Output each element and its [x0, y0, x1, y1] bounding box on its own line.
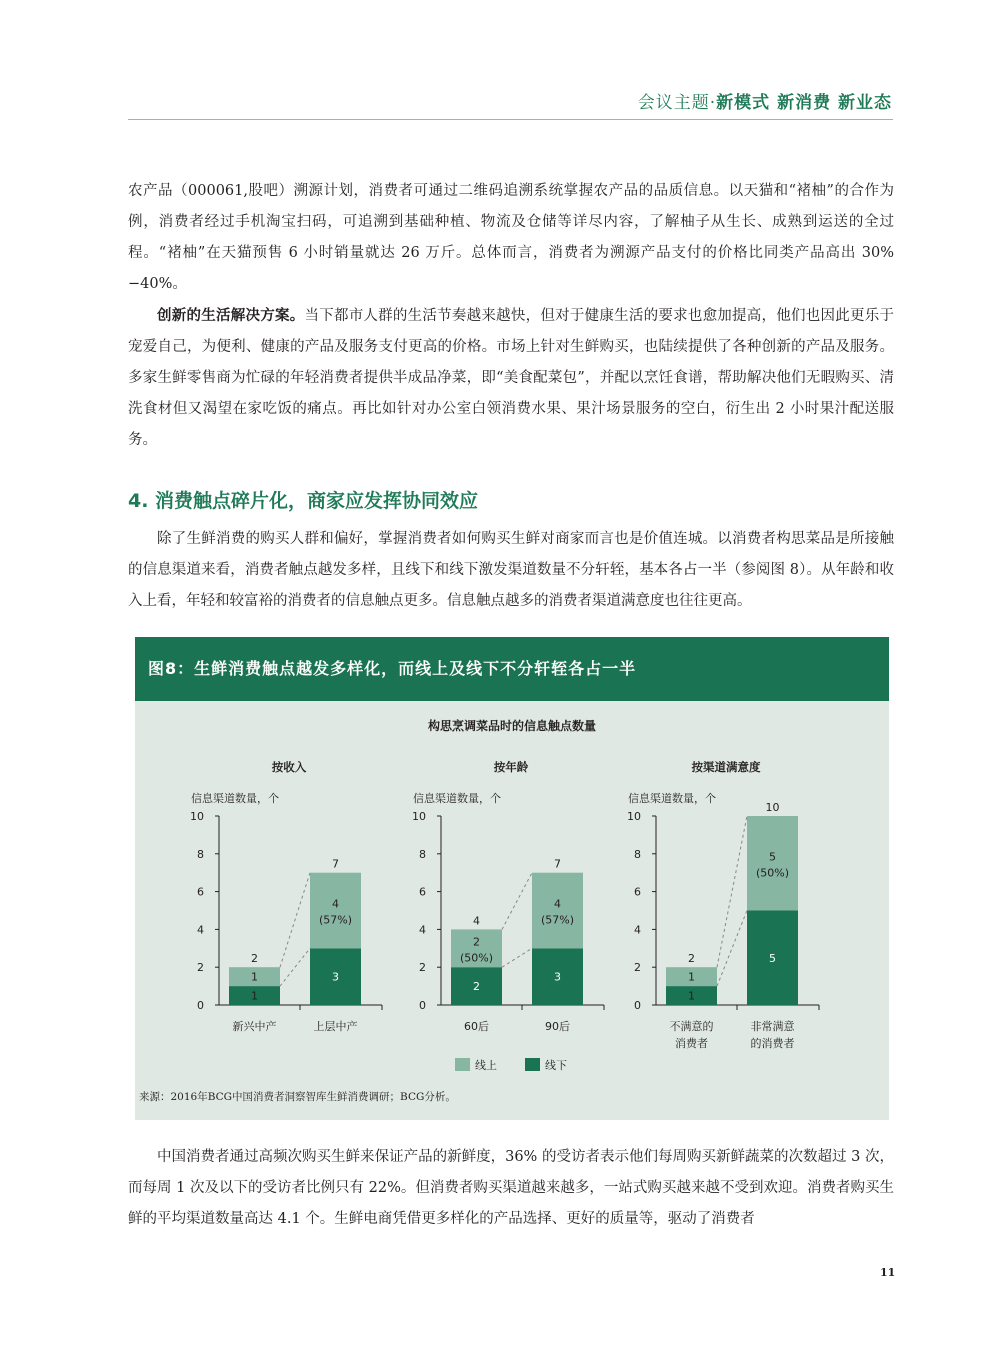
legend-label-offline: 线下	[545, 1059, 567, 1072]
header-divider	[128, 119, 893, 120]
y-tick-label: 10	[627, 810, 641, 823]
paragraph-touchpoints: 除了生鲜消费的购买人群和偏好，掌握消费者如何购买生鲜对商家而言也是价值连城。以消费者构思菜品是所接触的信息渠道来看，消费者触点越发多样，且线下和线下激发渠道数量不分轩轾，基本各占一半（参阅图 8）。从年龄和收入上看，年轻和较富裕的消费者的信息触点更多。信息触点越多的消费者渠道满意度也往往更高。	[128, 531, 894, 609]
data-label-online-share: (57%)	[540, 913, 575, 927]
y-tick-label: 2	[419, 961, 426, 975]
y-tick-label: 2	[197, 961, 204, 975]
y-tick-label: 0	[634, 999, 641, 1012]
data-label-online: 1	[688, 970, 695, 984]
connector-total	[717, 816, 747, 967]
bar-online	[747, 816, 798, 911]
y-axis-label: 信息渠道数量，个	[191, 792, 279, 805]
x-tick-label: 的消费者	[750, 1037, 795, 1050]
paragraph-freshness: 中国消费者通过高频次购买生鲜来保证产品的新鲜度，36% 的受访者表示他们每周购买新鲜蔬菜的次数超过 3 次，而每周 1 次及以下的受访者比例只有 22%。但消费者购买渠道越来越多，一站式购买越来越不受到欢迎。消费者购买生鲜的平均渠道数量高达 4.1 个。生鲜电商凭借更多样化的产品选择、更好的质量等，驱动了消费者	[128, 1149, 894, 1227]
paragraph-traceability	[128, 176, 894, 300]
header-themes: 新模式 新消费 新业态	[716, 93, 892, 113]
data-label-online: 5	[769, 850, 776, 864]
y-tick-label: 6	[419, 885, 426, 899]
x-tick-label: 不满意的	[669, 1020, 714, 1033]
connector-offline	[502, 948, 532, 967]
data-label-offline: 1	[251, 989, 258, 1003]
y-tick-label: 8	[634, 847, 641, 861]
x-tick-label: 60后	[464, 1020, 489, 1033]
section-title: 4. 消费触点碎片化，商家应发挥协同效应	[128, 490, 479, 512]
page-number: 11	[880, 1266, 896, 1279]
chart-title: 构思烹调菜品时的信息触点数量	[427, 719, 597, 733]
touchpoint-chart	[135, 701, 889, 1101]
y-tick-label: 0	[419, 999, 426, 1012]
data-label-online: 1	[251, 970, 258, 984]
y-tick-label: 4	[197, 923, 204, 937]
x-tick-label: 90后	[545, 1020, 570, 1033]
y-tick-label: 4	[419, 923, 426, 937]
bar-online	[310, 873, 361, 949]
data-label-total: 7	[554, 857, 561, 871]
panel-title: 按收入	[271, 760, 307, 774]
figure-source: 来源：2016年BCG中国消费者洞察智库生鲜消费调研；BCG分析。	[139, 1091, 456, 1103]
data-label-online-share: (50%)	[459, 951, 494, 965]
y-axis-label: 信息渠道数量，个	[628, 792, 716, 805]
x-tick-label: 非常满意	[750, 1020, 795, 1033]
header-topic: 会议主题	[637, 93, 710, 113]
legend-swatch-offline	[525, 1058, 540, 1071]
data-label-online-share: (50%)	[755, 866, 790, 880]
data-label-offline: 3	[554, 970, 561, 984]
running-header	[638, 88, 892, 113]
y-axis-label: 信息渠道数量，个	[413, 792, 501, 805]
x-tick-label: 新兴中产	[232, 1020, 277, 1033]
panel-title: 按年龄	[493, 760, 529, 774]
bar-online	[532, 873, 583, 949]
figure-8	[135, 637, 889, 1120]
data-label-total: 7	[332, 857, 339, 871]
x-tick-label: 上层中产	[313, 1020, 358, 1033]
y-tick-label: 0	[197, 999, 204, 1012]
connector-total	[502, 873, 532, 930]
y-tick-label: 10	[190, 810, 204, 823]
paragraph-text: 当下都市人群的生活节奏越来越快，但对于健康生活的要求也愈加提高，他们也因此更乐于宠爱自己，为便利、健康的产品及服务支付更高的价格。市场上针对生鲜购买，也陆续提供了各种创新的产品及服务。多家生鲜零售商为忙碌的年轻消费者提供半成品净菜，即“美食配菜包”，并配以烹饪食谱，帮助解决他们无暇购买、清洗食材但又渴望在家吃饭的痛点。再比如针对办公室白领消费水果、果汁场景服务的空白，衍生出 2 小时果汁配送服务。	[128, 308, 895, 448]
paragraph-innovative-solutions	[128, 301, 894, 456]
data-label-online: 2	[473, 935, 480, 949]
data-label-total: 2	[251, 952, 258, 966]
data-label-online-share: (57%)	[318, 913, 353, 927]
x-tick-label: 消费者	[675, 1037, 708, 1050]
data-label-offline: 3	[332, 970, 339, 984]
figure-title: 图8：生鲜消费触点越发多样化，而线上及线下不分轩轾各占一半	[135, 637, 889, 701]
connector-total	[280, 873, 310, 968]
header-separator: ·	[709, 93, 717, 113]
paragraph-text: 农产品（000061,股吧）溯源计划，消费者可通过二维码追溯系统掌握农产品的品质信息。以天猫和“褚柚”的合作为例，消费者经过手机淘宝扫码，可追溯到基础种植、物流及仓储等详尽内容，了解柚子从生长、成熟到运送的全过程。“褚柚”在天猫预售 6 小时销量就达 26 万斤。总体而言，消费者为溯源产品支付的价格比同类产品高出 30%−40%。	[128, 183, 894, 292]
y-tick-label: 8	[197, 847, 204, 861]
data-label-online: 4	[332, 897, 339, 911]
legend-label-online: 线上	[475, 1059, 497, 1072]
data-label-online: 4	[554, 897, 561, 911]
data-label-offline: 5	[769, 951, 776, 965]
data-label-total: 2	[688, 952, 695, 966]
y-tick-label: 2	[634, 961, 641, 975]
paragraph-lead: 创新的生活解决方案。	[157, 308, 305, 324]
data-label-total: 4	[473, 914, 480, 928]
connector-offline	[717, 911, 747, 987]
y-tick-label: 8	[419, 847, 426, 861]
data-label-offline: 2	[473, 980, 480, 994]
panel-title: 按渠道满意度	[691, 760, 761, 774]
data-label-offline: 1	[688, 989, 695, 1003]
y-tick-label: 10	[412, 810, 426, 823]
data-label-total: 10	[765, 801, 780, 814]
y-tick-label: 6	[197, 885, 204, 899]
y-tick-label: 6	[634, 885, 641, 899]
y-tick-label: 4	[634, 923, 641, 937]
legend-swatch-online	[455, 1058, 470, 1071]
